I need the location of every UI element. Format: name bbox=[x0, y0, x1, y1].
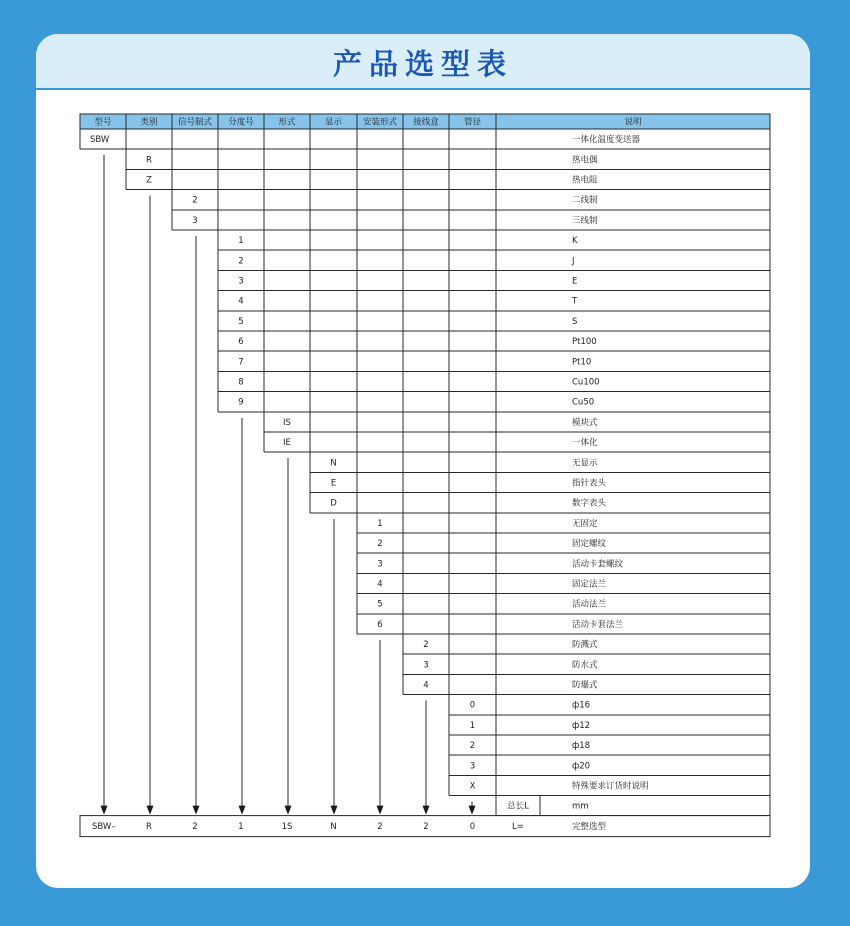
row-code: 3 bbox=[469, 761, 476, 772]
complete-code-1: R bbox=[146, 822, 152, 833]
row-description: 防水式 bbox=[572, 660, 598, 671]
row-description: Pt10 bbox=[572, 357, 592, 368]
row-description: ф16 bbox=[572, 700, 591, 711]
row-code: 4 bbox=[377, 579, 383, 590]
row-description: 二线制 bbox=[572, 195, 598, 206]
complete-length: L= bbox=[512, 822, 524, 833]
row-code: 0 bbox=[469, 700, 476, 711]
row-description: 热电阻 bbox=[572, 175, 598, 186]
row-description: 防爆式 bbox=[572, 680, 598, 691]
row-description: T bbox=[572, 296, 578, 307]
row-description: 指针表头 bbox=[572, 478, 607, 489]
header-cell-4: 形式 bbox=[278, 117, 296, 128]
row-code: D bbox=[330, 498, 337, 509]
row-description: ф12 bbox=[572, 720, 591, 731]
row-description: 活动卡套法兰 bbox=[572, 619, 624, 630]
row-description: 模块式 bbox=[572, 417, 598, 428]
row-code: N bbox=[330, 458, 337, 469]
row-code: 1 bbox=[238, 236, 244, 247]
row-description: 一体化温度变送器 bbox=[572, 135, 641, 146]
row-description: E bbox=[572, 276, 578, 287]
selection-arrow-head bbox=[101, 806, 108, 815]
row-code: 3 bbox=[192, 215, 198, 226]
row-code: 2 bbox=[377, 539, 383, 550]
row-description: 热电偶 bbox=[572, 155, 598, 166]
row-code: IS bbox=[283, 417, 291, 428]
header-cell-8: 管径 bbox=[463, 117, 482, 128]
row-description: 一体化 bbox=[572, 438, 598, 449]
row-description: 无显示 bbox=[572, 458, 598, 469]
row-description: 活动法兰 bbox=[572, 599, 607, 610]
header-cell-6: 安装形式 bbox=[362, 117, 398, 128]
row-description: 固定螺纹 bbox=[572, 539, 607, 550]
row-description: J bbox=[572, 256, 575, 267]
complete-description: 完整选型 bbox=[572, 822, 607, 833]
selection-arrow-head bbox=[331, 806, 338, 815]
selection-arrow-head bbox=[469, 806, 476, 815]
row-code: 2 bbox=[469, 741, 476, 752]
row-code: 1 bbox=[469, 720, 476, 731]
row-description: S bbox=[572, 316, 578, 327]
selection-arrow-head bbox=[285, 806, 292, 815]
complete-code-5: N bbox=[330, 822, 337, 833]
complete-code-0: SBW– bbox=[92, 822, 116, 833]
row-code: Z bbox=[146, 175, 152, 186]
header-cell-5: 显示 bbox=[324, 117, 343, 128]
row-code: 3 bbox=[238, 276, 244, 287]
length-label: 总长L bbox=[507, 801, 529, 812]
page-title: 产品选型表 bbox=[332, 47, 513, 81]
row-description: 三线制 bbox=[572, 215, 598, 226]
row-description: ф20 bbox=[572, 761, 591, 772]
row-code: SBW bbox=[90, 135, 110, 146]
row-code: 4 bbox=[423, 680, 429, 691]
row-code: 2 bbox=[192, 195, 198, 206]
row-code: 7 bbox=[238, 357, 244, 368]
selection-arrow-head bbox=[193, 806, 200, 815]
row-code: 4 bbox=[238, 296, 244, 307]
row-code: E bbox=[330, 478, 337, 489]
row-description: 活动卡套螺纹 bbox=[572, 559, 624, 570]
complete-code-6: 2 bbox=[377, 822, 383, 833]
row-code: 2 bbox=[238, 256, 244, 267]
row-description: 数字表头 bbox=[572, 498, 607, 509]
row-description: 无固定 bbox=[572, 518, 598, 529]
complete-code-7: 2 bbox=[423, 822, 429, 833]
header-cell-7: 接线盒 bbox=[413, 117, 439, 128]
row-code: 5 bbox=[377, 599, 383, 610]
row-code: 8 bbox=[238, 377, 244, 388]
complete-code-4: 1S bbox=[281, 822, 293, 833]
row-description: 特殊要求订货时说明 bbox=[572, 781, 649, 792]
row-code: X bbox=[469, 781, 476, 792]
length-unit: mm bbox=[572, 801, 589, 812]
selection-arrow-head bbox=[377, 806, 384, 815]
selection-arrow-head bbox=[239, 806, 246, 815]
row-code: 6 bbox=[377, 619, 383, 630]
row-code: R bbox=[146, 155, 152, 166]
row-code: 5 bbox=[238, 316, 244, 327]
selection-arrow-head bbox=[423, 806, 430, 815]
row-description: 固定法兰 bbox=[572, 579, 607, 590]
header-cell-9: 说明 bbox=[624, 117, 642, 128]
row-description: K bbox=[572, 236, 578, 247]
header-cell-0: 型号 bbox=[94, 117, 112, 128]
complete-code-3: 1 bbox=[238, 822, 244, 833]
header-cell-2: 信号制式 bbox=[177, 117, 213, 128]
header-cell-3: 分度号 bbox=[228, 117, 254, 128]
row-code: IE bbox=[283, 438, 291, 449]
row-code: 3 bbox=[377, 559, 383, 570]
complete-code-8: 0 bbox=[469, 822, 476, 833]
row-description: Cu50 bbox=[572, 397, 595, 408]
row-code: 6 bbox=[238, 337, 244, 348]
row-code: 9 bbox=[238, 397, 244, 408]
row-code: 3 bbox=[423, 660, 429, 671]
row-code: 2 bbox=[423, 640, 429, 651]
selection-arrow-head bbox=[147, 806, 154, 815]
row-description: Pt100 bbox=[572, 337, 597, 348]
row-description: ф18 bbox=[572, 741, 591, 752]
complete-code-2: 2 bbox=[192, 822, 198, 833]
row-description: Cu100 bbox=[572, 377, 600, 388]
row-code: 1 bbox=[377, 518, 383, 529]
header-cell-1: 类别 bbox=[140, 117, 158, 128]
row-description: 防溅式 bbox=[572, 640, 598, 651]
